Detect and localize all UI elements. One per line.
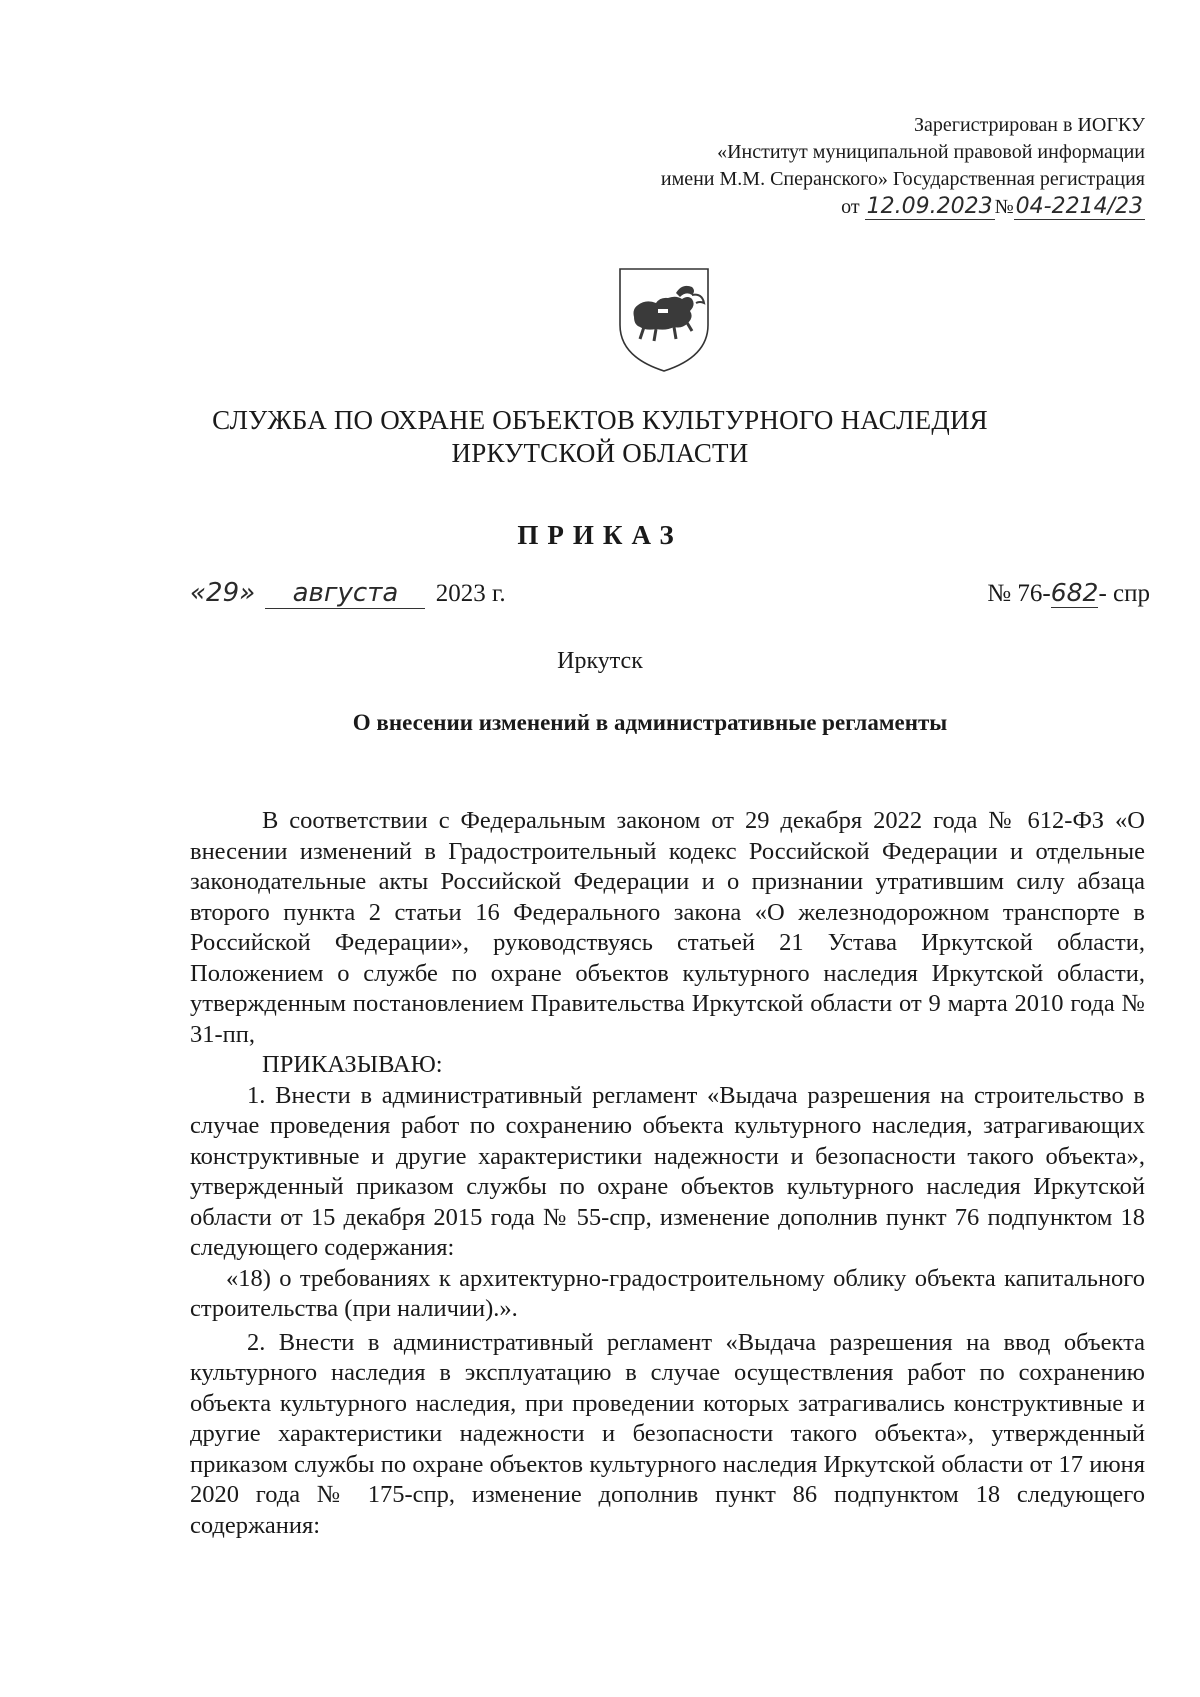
preamble-paragraph: В соответствии с Федеральным законом от 29 декабря 2022 года № 612-ФЗ «О внесении изменений в Градостроительный кодекс Российской Федерации и отдельные законодательные акты Российской Федерации и о признании утратившим силу абзаца второго пункта 2 статьи 16 Федерального закона «О железнодорожном транспорте в Российской Федерации», руководствуясь статьей 21 Устава Иркутской области, Положением о службе по охране объектов культурного наследия Иркутской области, утвержденным постановлением Правительства Иркутской области от 9 марта 2010 года № 31-пп, — [190, 807, 1145, 1048]
order-month: августа — [265, 578, 425, 609]
registration-date: 12.09.2023 — [866, 194, 993, 219]
registration-date-line — [661, 193, 1145, 221]
registration-line-2: «Институт муниципальной правовой информации — [717, 141, 1145, 163]
item-1-quote-paragraph: «18) о требованиях к архитектурно-градостроительному облику объекта капитального строительства (при наличии).». — [190, 1264, 1145, 1322]
document-body — [190, 806, 1145, 1541]
coat-of-arms-icon — [616, 265, 712, 375]
order-number-value: 682 — [1050, 578, 1099, 607]
command-paragraph: ПРИКАЗЫВАЮ: — [262, 1051, 443, 1078]
order-date — [190, 578, 506, 609]
order-number — [987, 578, 1150, 608]
order-day: «29» — [190, 578, 256, 608]
registration-number-prefix: № — [994, 196, 1014, 218]
registration-line-1: Зарегистрирован в ИОГКУ — [914, 114, 1145, 136]
order-number-suffix: - спр — [1098, 580, 1150, 607]
city: Иркутск — [557, 648, 643, 674]
registration-number: 04-2214/23 — [1015, 194, 1143, 219]
item-2-paragraph: 2. Внести в административный регламент «Выдача разрешения на ввод объекта культурного наследия в эксплуатацию в случае осуществления работ по сохранению объекта культурного наследия, при проведении которых затрагивались конструктивные и другие характеристики надежности и безопасности такого объекта», утвержденный приказом службы по охране объектов культурного наследия Иркутской области от 17 июня 2020 года № 175-спр, изменение дополнив пункт 86 подпунктом 18 следующего содержания: — [190, 1328, 1145, 1539]
item-1-paragraph: 1. Внести в административный регламент «Выдача разрешения на строительство в случае проведения работ по сохранению объекта культурного наследия, затрагивающих конструктивные и другие характеристики надежности и безопасности такого объекта», утвержденный приказом службы по охране объектов культурного наследия Иркутской области от 15 декабря 2015 года № 55-спр, изменение дополнив пункт 76 подпунктом 18 следующего содержания: — [190, 1081, 1145, 1261]
document-subject: О внесении изменений в административные регламенты — [352, 710, 948, 735]
registration-line-3: имени М.М. Сперанского» Государственная регистрация — [660, 168, 1145, 190]
agency-name-line-1: СЛУЖБА ПО ОХРАНЕ ОБЪЕКТОВ КУЛЬТУРНОГО НАСЛЕДИЯ — [212, 405, 988, 435]
registration-stamp — [661, 112, 1145, 221]
order-year: 2023 г. — [435, 580, 506, 607]
agency-name — [0, 404, 1200, 470]
agency-name-line-2: ИРКУТСКОЙ ОБЛАСТИ — [451, 438, 749, 468]
registration-date-prefix: от — [841, 196, 860, 218]
order-number-prefix: № 76- — [987, 580, 1051, 607]
document-title: ПРИКАЗ — [517, 520, 683, 550]
